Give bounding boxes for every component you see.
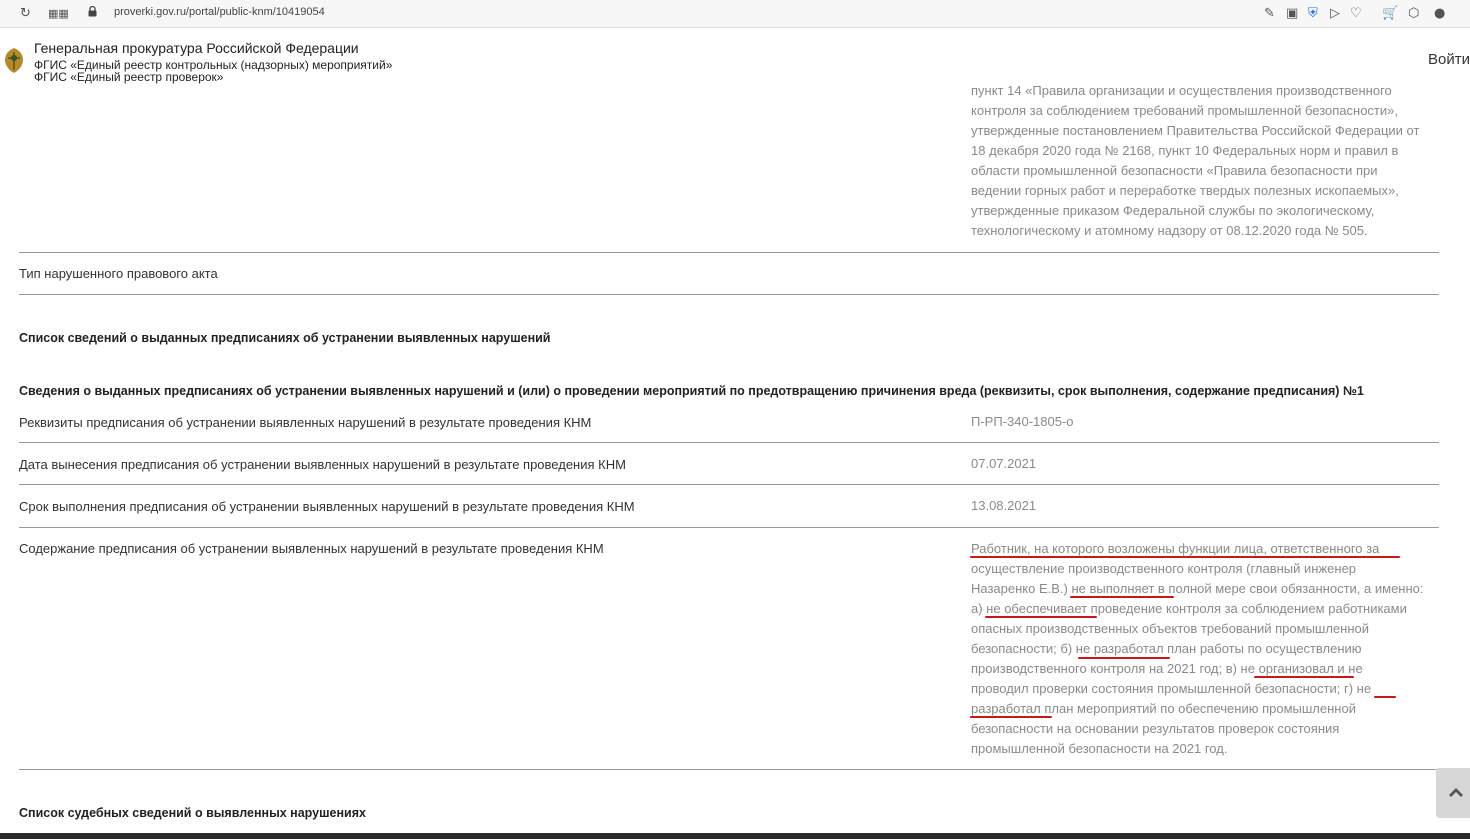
divider [19, 769, 1439, 770]
red-underline [985, 616, 1097, 618]
value-line: технологическому и атомному надзору от 08.12.2020 года № 505. [971, 223, 1368, 238]
edit-icon[interactable]: ✎ [1264, 6, 1275, 21]
content-line: опасных производственных объектов требований промышленной [971, 621, 1370, 636]
value-line: контроля за соблюдением требований промышленной безопасности», [971, 103, 1398, 118]
content-line: безопасности на основании результатов проверок состояния [971, 721, 1340, 736]
value-line: 18 декабря 2020 года № 2168, пункт 10 Федеральных норм и правил в [971, 143, 1399, 158]
divider [19, 252, 1439, 253]
content-line: производственного контроля на 2021 год; в) не организовал и не [971, 661, 1363, 676]
content-line: разработал план мероприятий по обеспечению промышленной [971, 701, 1356, 716]
emblem-icon [2, 46, 26, 74]
content-line: промышленной безопасности на 2021 год. [971, 741, 1228, 756]
date-value: 07.07.2021 [971, 456, 1037, 471]
requisites-label: Реквизиты предписания об устранении выявленных нарушений в результате проведения КНМ [19, 415, 592, 430]
address-bar[interactable]: proverki.gov.ru/portal/public-knm/10419054 [114, 6, 325, 18]
content-label: Содержание предписания об устранении выявленных нарушений в результате проведения КНМ [19, 541, 604, 556]
send-icon[interactable]: ▷ [1330, 6, 1340, 21]
red-underline [1078, 657, 1170, 659]
organization-title[interactable]: Генеральная прокуратура Российской Федерации [34, 40, 359, 56]
profile-icon[interactable]: ● [1434, 6, 1446, 21]
camera-icon[interactable]: ▣ [1286, 6, 1299, 21]
value-line: утвержденные приказом Федеральной службы по экологическому, [971, 203, 1375, 218]
lock-icon [88, 6, 97, 17]
divider [19, 442, 1439, 443]
red-underline [970, 716, 1052, 718]
content-line: а) не обеспечивает проведение контроля за соблюдением работниками [971, 601, 1407, 616]
content-line: проводил проверки состояния промышленной безопасности; г) не [971, 681, 1372, 696]
date-label: Дата вынесения предписания об устранении выявленных нарушений в результате проведения КНМ [19, 457, 626, 472]
value-line: области промышленной безопасности «Правила безопасности при [971, 163, 1378, 178]
content-line: Назаренко Е.В.) не выполняет в полной мере свои обязанности, а именно: [971, 581, 1424, 596]
shield-icon[interactable]: ⛨ [1308, 6, 1318, 21]
registry-subtitle-2: ФГИС «Единый реестр проверок» [34, 70, 224, 84]
scroll-to-top-button[interactable] [1436, 768, 1470, 818]
divider [19, 527, 1439, 528]
act-type-label: Тип нарушенного правового акта [19, 266, 218, 281]
requisites-value: П-РП-340-1805-о [971, 414, 1074, 429]
divider [19, 294, 1439, 295]
apps-icon[interactable]: ▦▦ [48, 7, 69, 20]
red-underline [970, 556, 1400, 558]
page-content [0, 86, 1470, 839]
prescriptions-section-title: Список сведений о выданных предписаниях об устранении выявленных нарушений [19, 331, 551, 345]
taskbar [0, 833, 1470, 839]
box-icon[interactable]: ⬡ [1408, 6, 1420, 21]
chevron-up-icon [1436, 768, 1470, 818]
value-line: пункт 14 «Правила организации и осуществления производственного [971, 86, 1392, 98]
deadline-value: 13.08.2021 [971, 498, 1037, 513]
content-line: безопасности; б) не разработал план работы по осуществлению [971, 641, 1362, 656]
prescription-heading: Сведения о выданных предписаниях об устранении выявленных нарушений и (или) о проведении мероприятий по предотвращению причинения вреда (реквизиты, срок выполнения, содержание предписания) №1 [19, 384, 1364, 398]
red-underline [1070, 596, 1174, 598]
content-line: Работник, на которого возложены функции лица, ответственного за [971, 541, 1380, 556]
content-line: осуществление производственного контроля (главный инженер [971, 561, 1357, 576]
content-value [971, 539, 1441, 759]
value-line: ведении горных работ и переработке твердых полезных ископаемых», [971, 183, 1399, 198]
deadline-label: Срок выполнения предписания об устранении выявленных нарушений в результате проведения КНМ [19, 499, 635, 514]
red-underline [1374, 696, 1396, 698]
court-section-title: Список судебных сведений о выявленных нарушениях [19, 806, 366, 820]
divider [19, 484, 1439, 485]
heart-icon[interactable]: ♡ [1350, 6, 1362, 21]
login-link[interactable]: Войти [1428, 51, 1470, 68]
registry-subtitle-1: ФГИС «Единый реестр контрольных (надзорных) мероприятий» [34, 58, 393, 72]
legal-act-value [971, 86, 1441, 241]
browser-toolbar [0, 0, 1470, 28]
reload-icon[interactable]: ↻ [20, 6, 31, 21]
value-line: утвержденные постановлением Правительства Российской Федерации от [971, 123, 1420, 138]
cart-icon[interactable]: 🛒 [1382, 6, 1399, 21]
red-underline [1254, 676, 1354, 678]
